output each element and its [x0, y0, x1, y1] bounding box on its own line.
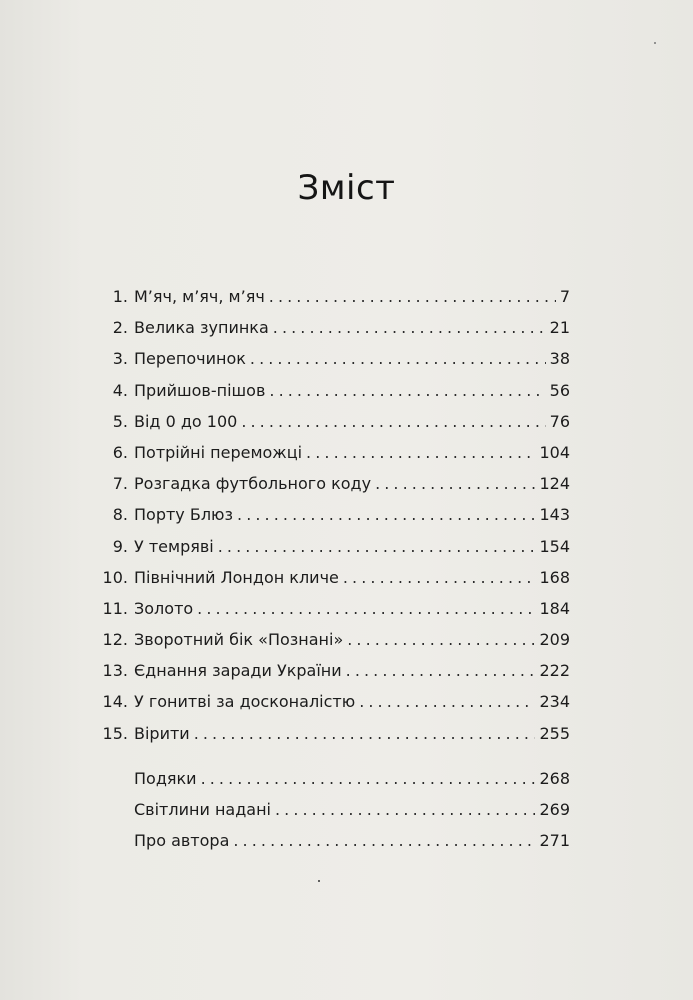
toc-entry [92, 660, 570, 691]
toc-entry [92, 504, 570, 535]
dot-leader [359, 691, 535, 713]
page-number: 255 [539, 723, 570, 743]
toc-entry [92, 567, 570, 598]
page-number: 271 [539, 831, 570, 851]
toc-entry [92, 380, 570, 411]
toc-entry [92, 536, 570, 567]
chapter-title: У темряві [134, 536, 214, 556]
toc-entry [92, 348, 570, 379]
dot-leader [194, 723, 536, 745]
toc-entry [92, 411, 570, 442]
chapter-number: 2. [112, 318, 128, 338]
chapter-number: 12. [102, 630, 128, 650]
chapter-number: 6. [112, 442, 128, 462]
toc-entry [92, 473, 570, 504]
dot-leader [237, 504, 535, 526]
chapter-title: Порту Блюз [134, 505, 234, 525]
page-number: 184 [539, 598, 570, 618]
chapter-number: 13. [102, 661, 128, 681]
page-number: 269 [539, 800, 570, 819]
dot-leader [346, 660, 536, 682]
chapter-title: У гонитві за досконалістю [134, 692, 356, 712]
dot-leader [347, 629, 535, 651]
chapter-number: 4. [112, 380, 128, 400]
section-gap [92, 754, 570, 768]
dot-leader [197, 598, 535, 620]
chapter-title: Північний Лондон кличе [134, 567, 339, 587]
chapter-title: Від 0 до 100 [134, 411, 238, 431]
toc-entry [92, 598, 570, 629]
toc-extra-entry [92, 830, 570, 861]
table-of-contents [92, 286, 570, 861]
chapter-title: М’яч, м’яч, м’яч [134, 287, 265, 306]
page-number: 21 [549, 318, 570, 338]
page-title: Зміст [297, 168, 396, 208]
page-number: 168 [539, 567, 570, 587]
chapter-title: Перепочинок [134, 349, 246, 369]
chapter-number: 9. [112, 536, 128, 556]
page-number: 154 [539, 536, 570, 556]
dot-leader [375, 473, 535, 495]
chapter-number: 3. [112, 349, 128, 369]
toc-extra-entry [92, 799, 570, 830]
page-number: 76 [549, 411, 570, 431]
chapter-number: 1. [112, 287, 128, 306]
chapter-number: 15. [102, 723, 128, 743]
chapter-title: Потрійні переможці [134, 442, 303, 462]
chapter-title: Вірити [134, 723, 190, 743]
page-number: 143 [539, 505, 570, 525]
dot-leader [306, 442, 535, 464]
toc-entry [92, 691, 570, 722]
dot-leader [233, 830, 535, 852]
chapter-title: Зворотний бік «Познані» [134, 630, 344, 650]
print-speck [318, 880, 320, 882]
chapter-title: Прийшов-пішов [134, 380, 266, 400]
chapter-title: Золото [134, 598, 194, 618]
toc-entry [92, 442, 570, 473]
chapter-number: 10. [102, 567, 128, 587]
dot-leader [269, 286, 556, 308]
page-number: 7 [559, 287, 570, 306]
chapter-number: 7. [112, 474, 128, 494]
toc-entry [92, 723, 570, 754]
chapter-title: Велика зупинка [134, 318, 269, 338]
dot-leader [201, 768, 536, 790]
chapter-number: 14. [102, 692, 128, 712]
toc-extra-entry [92, 768, 570, 799]
page-number: 209 [539, 630, 570, 650]
page-number: 56 [549, 380, 570, 400]
extra-title: Про автора [134, 831, 230, 851]
dot-leader [273, 317, 546, 339]
dot-leader [269, 380, 545, 402]
chapter-title: Розгадка футбольного коду [134, 474, 372, 494]
dot-leader [275, 799, 535, 821]
page-number: 268 [539, 768, 570, 788]
chapter-title: Єднання заради України [134, 661, 342, 681]
toc-entry [92, 629, 570, 660]
page-number: 38 [549, 349, 570, 369]
chapter-number: 8. [112, 505, 128, 525]
extra-title: Подяки [134, 768, 197, 788]
extra-title: Світлини надані [134, 800, 271, 819]
toc-entry [92, 317, 570, 348]
toc-entry [92, 286, 570, 317]
page-number: 222 [539, 661, 570, 681]
chapter-number: 5. [112, 411, 128, 431]
page-number: 124 [539, 474, 570, 494]
dot-leader [250, 348, 546, 370]
print-speck [654, 42, 656, 44]
page-number: 104 [539, 442, 570, 462]
chapter-number: 11. [102, 598, 128, 618]
dot-leader [343, 567, 536, 589]
page-number: 234 [539, 692, 570, 712]
dot-leader [241, 411, 545, 433]
dot-leader [218, 536, 536, 558]
